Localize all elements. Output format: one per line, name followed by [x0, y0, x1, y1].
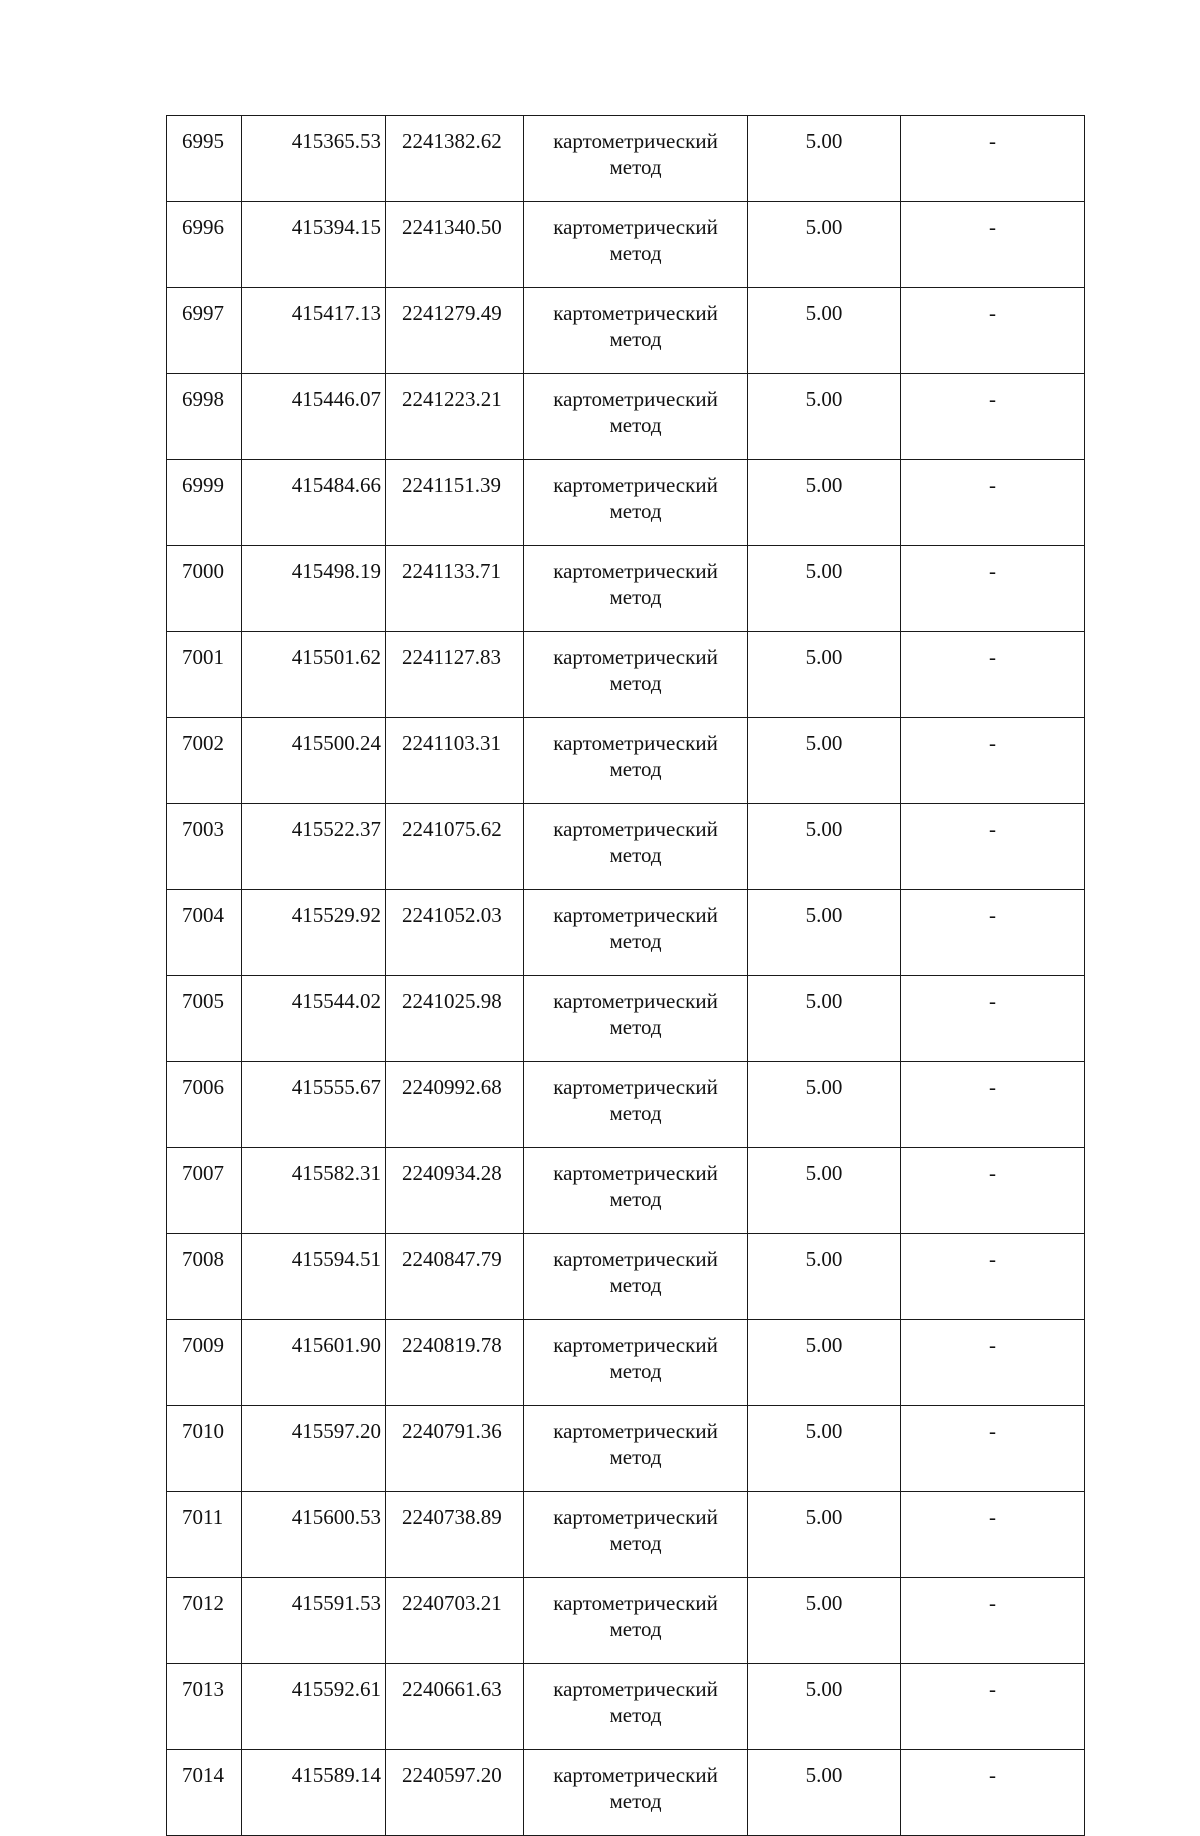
table-row	[167, 1406, 1085, 1492]
accuracy-cell: 5.00	[748, 718, 901, 804]
accuracy-cell: 5.00	[748, 1492, 901, 1578]
y-coordinate-cell: 2241279.49	[386, 288, 524, 374]
description-cell: -	[901, 460, 1085, 546]
description-cell: -	[901, 1750, 1085, 1836]
description-cell: -	[901, 632, 1085, 718]
description-cell: -	[901, 374, 1085, 460]
table-row	[167, 116, 1085, 202]
method-cell: картометрический метод	[524, 1406, 748, 1492]
table-row	[167, 976, 1085, 1062]
y-coordinate-cell: 2241075.62	[386, 804, 524, 890]
description-cell: -	[901, 116, 1085, 202]
description-cell: -	[901, 1406, 1085, 1492]
x-coordinate-cell: 415484.66	[242, 460, 386, 546]
description-cell: -	[901, 976, 1085, 1062]
point-number-cell: 6995	[167, 116, 242, 202]
table-row	[167, 546, 1085, 632]
point-number-cell: 7007	[167, 1148, 242, 1234]
accuracy-cell: 5.00	[748, 1148, 901, 1234]
method-cell: картометрический метод	[524, 1234, 748, 1320]
description-cell: -	[901, 1664, 1085, 1750]
point-number-cell: 7011	[167, 1492, 242, 1578]
point-number-cell: 7000	[167, 546, 242, 632]
point-number-cell: 6997	[167, 288, 242, 374]
table-row	[167, 460, 1085, 546]
method-cell: картометрический метод	[524, 718, 748, 804]
y-coordinate-cell: 2241133.71	[386, 546, 524, 632]
method-cell: картометрический метод	[524, 202, 748, 288]
point-number-cell: 7002	[167, 718, 242, 804]
point-number-cell: 7006	[167, 1062, 242, 1148]
y-coordinate-cell: 2240597.20	[386, 1750, 524, 1836]
accuracy-cell: 5.00	[748, 1234, 901, 1320]
description-cell: -	[901, 1492, 1085, 1578]
accuracy-cell: 5.00	[748, 202, 901, 288]
accuracy-cell: 5.00	[748, 288, 901, 374]
x-coordinate-cell: 415601.90	[242, 1320, 386, 1406]
y-coordinate-cell: 2241052.03	[386, 890, 524, 976]
x-coordinate-cell: 415555.67	[242, 1062, 386, 1148]
description-cell: -	[901, 1234, 1085, 1320]
description-cell: -	[901, 202, 1085, 288]
accuracy-cell: 5.00	[748, 976, 901, 1062]
point-number-cell: 7009	[167, 1320, 242, 1406]
y-coordinate-cell: 2241127.83	[386, 632, 524, 718]
accuracy-cell: 5.00	[748, 1062, 901, 1148]
method-cell: картометрический метод	[524, 374, 748, 460]
y-coordinate-cell: 2240791.36	[386, 1406, 524, 1492]
accuracy-cell: 5.00	[748, 460, 901, 546]
table-row	[167, 1320, 1085, 1406]
accuracy-cell: 5.00	[748, 1320, 901, 1406]
point-number-cell: 7013	[167, 1664, 242, 1750]
table-row	[167, 1234, 1085, 1320]
method-cell: картометрический метод	[524, 546, 748, 632]
x-coordinate-cell: 415544.02	[242, 976, 386, 1062]
point-number-cell: 7012	[167, 1578, 242, 1664]
point-number-cell: 7010	[167, 1406, 242, 1492]
method-cell: картометрический метод	[524, 116, 748, 202]
description-cell: -	[901, 1062, 1085, 1148]
description-cell: -	[901, 890, 1085, 976]
method-cell: картометрический метод	[524, 804, 748, 890]
description-cell: -	[901, 804, 1085, 890]
table-row	[167, 1492, 1085, 1578]
accuracy-cell: 5.00	[748, 632, 901, 718]
x-coordinate-cell: 415597.20	[242, 1406, 386, 1492]
x-coordinate-cell: 415589.14	[242, 1750, 386, 1836]
table-row	[167, 1664, 1085, 1750]
x-coordinate-cell: 415446.07	[242, 374, 386, 460]
point-number-cell: 7004	[167, 890, 242, 976]
coordinates-table-body	[167, 116, 1085, 1836]
y-coordinate-cell: 2241151.39	[386, 460, 524, 546]
y-coordinate-cell: 2240992.68	[386, 1062, 524, 1148]
description-cell: -	[901, 718, 1085, 804]
table-row	[167, 1062, 1085, 1148]
x-coordinate-cell: 415592.61	[242, 1664, 386, 1750]
x-coordinate-cell: 415501.62	[242, 632, 386, 718]
point-number-cell: 7014	[167, 1750, 242, 1836]
y-coordinate-cell: 2240819.78	[386, 1320, 524, 1406]
x-coordinate-cell: 415594.51	[242, 1234, 386, 1320]
method-cell: картометрический метод	[524, 1578, 748, 1664]
y-coordinate-cell: 2240934.28	[386, 1148, 524, 1234]
accuracy-cell: 5.00	[748, 1664, 901, 1750]
point-number-cell: 7005	[167, 976, 242, 1062]
y-coordinate-cell: 2241103.31	[386, 718, 524, 804]
method-cell: картометрический метод	[524, 976, 748, 1062]
coordinates-table	[166, 115, 1085, 1836]
point-number-cell: 7008	[167, 1234, 242, 1320]
method-cell: картометрический метод	[524, 890, 748, 976]
y-coordinate-cell: 2240703.21	[386, 1578, 524, 1664]
accuracy-cell: 5.00	[748, 804, 901, 890]
method-cell: картометрический метод	[524, 632, 748, 718]
method-cell: картометрический метод	[524, 288, 748, 374]
point-number-cell: 6998	[167, 374, 242, 460]
table-row	[167, 804, 1085, 890]
accuracy-cell: 5.00	[748, 890, 901, 976]
y-coordinate-cell: 2240738.89	[386, 1492, 524, 1578]
x-coordinate-cell: 415600.53	[242, 1492, 386, 1578]
accuracy-cell: 5.00	[748, 374, 901, 460]
point-number-cell: 6996	[167, 202, 242, 288]
method-cell: картометрический метод	[524, 1062, 748, 1148]
y-coordinate-cell: 2240847.79	[386, 1234, 524, 1320]
y-coordinate-cell: 2241223.21	[386, 374, 524, 460]
table-row	[167, 202, 1085, 288]
y-coordinate-cell: 2241025.98	[386, 976, 524, 1062]
x-coordinate-cell: 415417.13	[242, 288, 386, 374]
x-coordinate-cell: 415582.31	[242, 1148, 386, 1234]
table-row	[167, 1750, 1085, 1836]
accuracy-cell: 5.00	[748, 1406, 901, 1492]
table-row	[167, 718, 1085, 804]
table-row	[167, 632, 1085, 718]
accuracy-cell: 5.00	[748, 1578, 901, 1664]
method-cell: картометрический метод	[524, 1664, 748, 1750]
description-cell: -	[901, 1320, 1085, 1406]
x-coordinate-cell: 415498.19	[242, 546, 386, 632]
point-number-cell: 7003	[167, 804, 242, 890]
description-cell: -	[901, 288, 1085, 374]
method-cell: картометрический метод	[524, 1750, 748, 1836]
table-row	[167, 1578, 1085, 1664]
x-coordinate-cell: 415591.53	[242, 1578, 386, 1664]
x-coordinate-cell: 415394.15	[242, 202, 386, 288]
table-row	[167, 890, 1085, 976]
table-row	[167, 1148, 1085, 1234]
table-row	[167, 288, 1085, 374]
x-coordinate-cell: 415522.37	[242, 804, 386, 890]
x-coordinate-cell: 415529.92	[242, 890, 386, 976]
description-cell: -	[901, 546, 1085, 632]
accuracy-cell: 5.00	[748, 116, 901, 202]
method-cell: картометрический метод	[524, 1492, 748, 1578]
y-coordinate-cell: 2240661.63	[386, 1664, 524, 1750]
method-cell: картометрический метод	[524, 1320, 748, 1406]
y-coordinate-cell: 2241382.62	[386, 116, 524, 202]
method-cell: картометрический метод	[524, 460, 748, 546]
table-row	[167, 374, 1085, 460]
point-number-cell: 7001	[167, 632, 242, 718]
method-cell: картометрический метод	[524, 1148, 748, 1234]
description-cell: -	[901, 1578, 1085, 1664]
point-number-cell: 6999	[167, 460, 242, 546]
x-coordinate-cell: 415365.53	[242, 116, 386, 202]
x-coordinate-cell: 415500.24	[242, 718, 386, 804]
y-coordinate-cell: 2241340.50	[386, 202, 524, 288]
description-cell: -	[901, 1148, 1085, 1234]
accuracy-cell: 5.00	[748, 1750, 901, 1836]
accuracy-cell: 5.00	[748, 546, 901, 632]
